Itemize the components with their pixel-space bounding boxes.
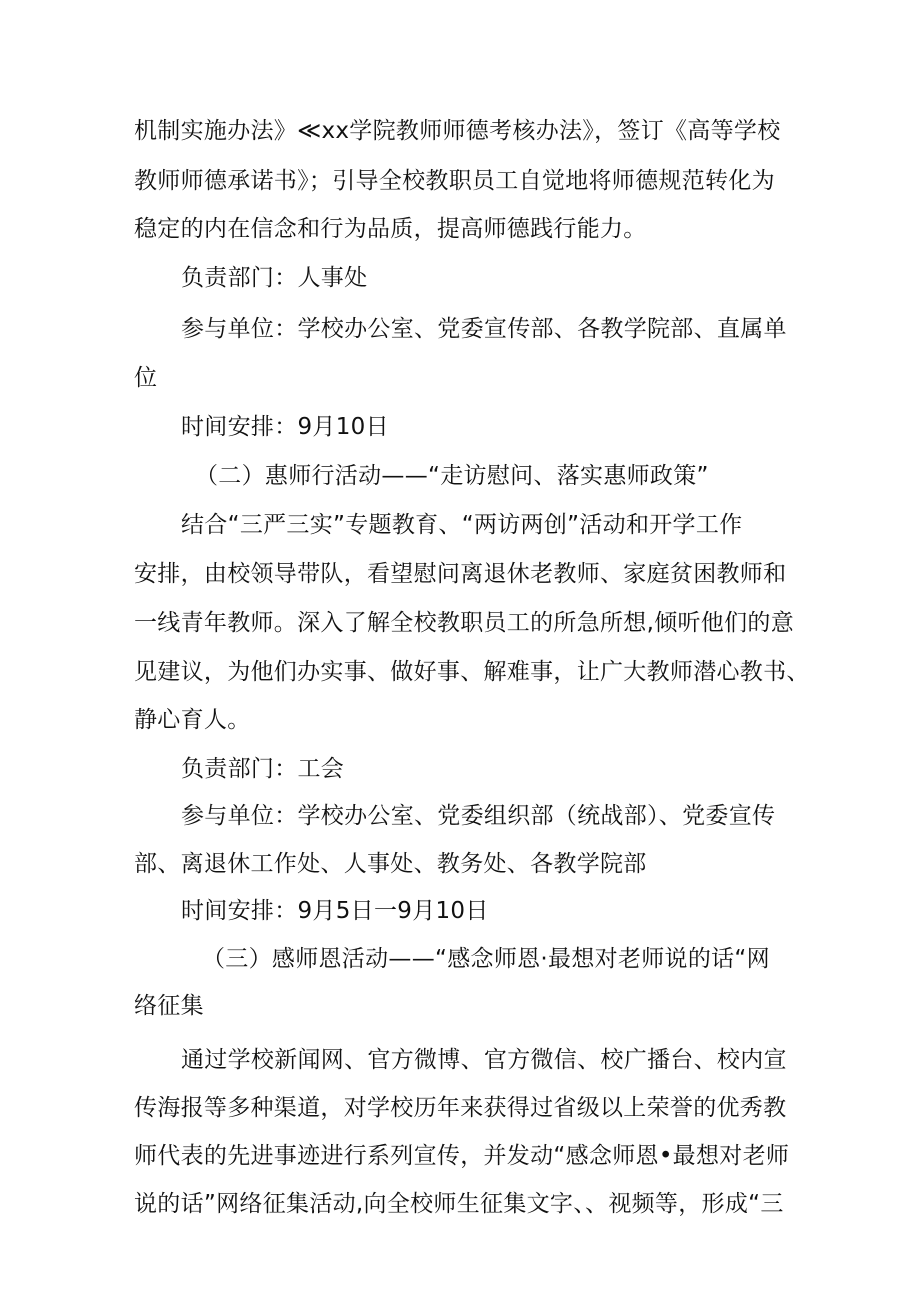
paragraph-line: 见建议，为他们办实事、做好事、解难事，让广大教师潜心教书、 (134, 659, 810, 685)
paragraph-line: 安排，由校领导带队，看望慰问离退休老教师、家庭贫困教师和 (134, 561, 787, 587)
paragraph-line: 一线青年教师。深入了解全校教职员工的所急所想,倾听他们的意 (134, 610, 795, 636)
paragraph-line: 说的话”网络征集活动,向全校师生征集文字、、视频等，形成“三 (134, 1191, 784, 1217)
paragraph-line: 结合“三严三实”专题教育、“两访两创”活动和开学工作 (181, 512, 743, 538)
participating-units-cont: 部、离退休工作处、人事处、教务处、各教学院部 (134, 851, 647, 877)
participating-units: 参与单位：学校办公室、党委宣传部、各教学院部、直属单 (181, 316, 787, 342)
paragraph-line: 稳定的内在信念和行为品质，提高师德践行能力。 (134, 216, 647, 242)
paragraph-line: 通过学校新闻网、官方微博、官方微信、校广播台、校内宣 (181, 1047, 787, 1073)
paragraph-line: 静心育人。 (134, 707, 251, 733)
paragraph-line: 传海报等多种渠道，对学校历年来获得过省级以上荣誉的优秀教 (134, 1095, 787, 1121)
section-heading: （三）感师恩活动——“感念师恩·最想对老师说的话“网 (202, 946, 770, 972)
participating-units-cont: 位 (134, 365, 158, 391)
time-schedule: 时间安排：9月5日一9月10日 (181, 898, 489, 924)
time-schedule: 时间安排：9月10日 (181, 414, 389, 440)
section-heading: （二）惠师行活动——“走访慰问、落实惠师政策” (195, 463, 709, 489)
paragraph-line: 机制实施办法》≪xx学院教师师德考核办法》，签订《高等学校 (134, 118, 781, 144)
participating-units: 参与单位：学校办公室、党委组织部（统战部）、党委宣传 (181, 803, 776, 829)
responsible-department: 负责部门：人事处 (181, 265, 368, 291)
paragraph-line: 教师师德承诺书》；引导全校教职员工自觉地将师德规范转化为 (134, 168, 775, 194)
responsible-department: 负责部门：工会 (181, 756, 345, 782)
section-heading-cont: 络征集 (134, 993, 204, 1019)
paragraph-line: 师代表的先进事迹进行系列宣传，并发动“感念师恩•最想对老师 (134, 1143, 790, 1169)
